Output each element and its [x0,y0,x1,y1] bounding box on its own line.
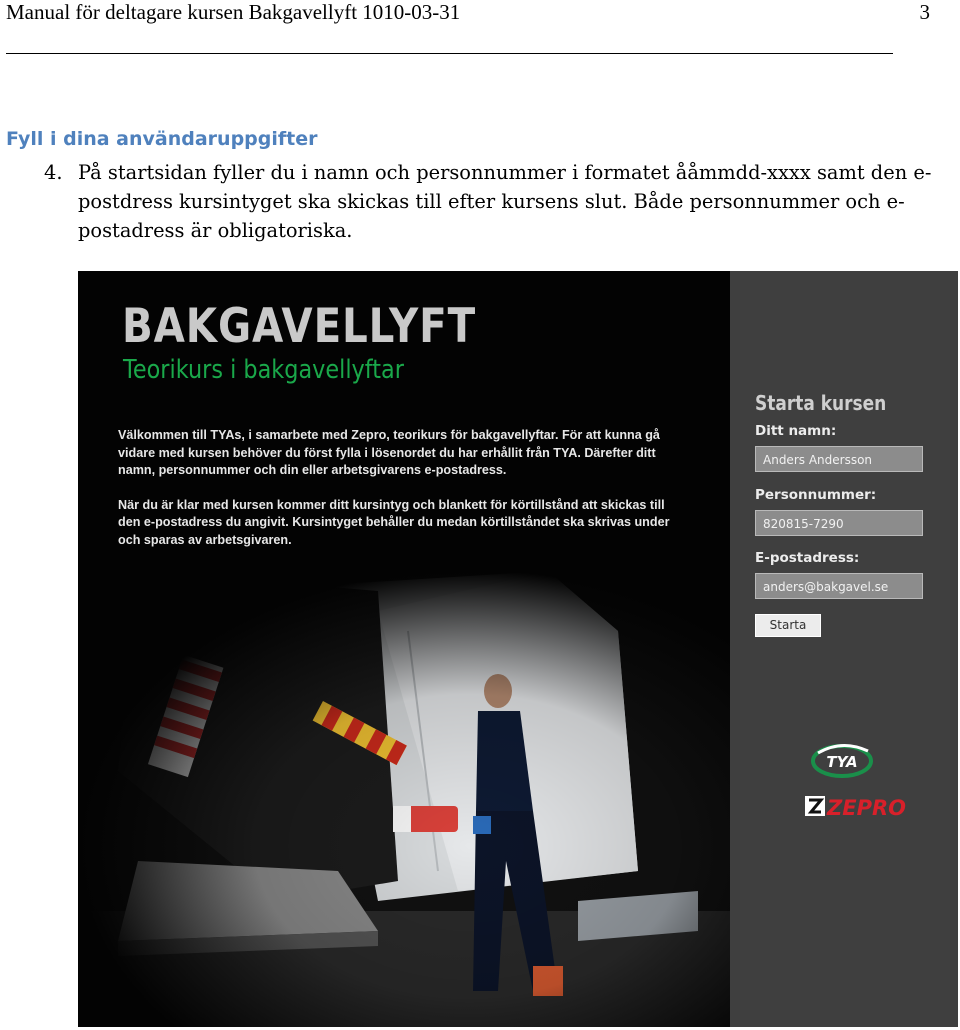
tya-logo [810,741,874,779]
start-button[interactable]: Starta [755,614,821,637]
intro-panel [78,271,730,1027]
intro-paragraph: Välkommen till TYAs, i samarbete med Zepro, teorikurs för bakgavellyftar. För att kunna gå vidare med kursen behöver du först fylla i lösenordet du har erhållit från TYA. Därefter ditt namn, personnummer och din eller arbetsgivarens e-postadress. [118,428,660,477]
intro-paragraph: När du är klar med kursen kommer ditt kursintyg och blankett för körtillstånd att skickas till den e-postadress du angivit. Kursintyget behåller du medan körtillståndet ska skrivas under och sparas av arbetsgivaren. [118,497,670,547]
section-heading: Fyll i dina användaruppgifter [6,128,318,150]
email-label: E-postadress: [755,550,860,566]
email-field[interactable]: anders@bakgavel.se [755,573,923,599]
document-header-title: Manual för deltagare kursen Bakgavellyft 1010-03-31 [6,0,461,24]
page-number: 3 [919,0,930,24]
personnummer-field[interactable]: 820815-7290 [755,510,923,536]
personnummer-label: Personnummer: [755,487,877,503]
step-number: 4. [44,161,63,184]
svg-text:ZEPRO: ZEPRO [827,796,906,820]
form-title: Starta kursen [755,391,887,415]
photo-vignette [78,551,730,1027]
name-field[interactable]: Anders Andersson [755,446,923,472]
header-rule [6,53,893,54]
site-subtitle: Teorikurs i bakgavellyftar [123,355,404,385]
start-course-form [730,271,958,1027]
intro-text [118,427,678,566]
zepro-logo [805,791,906,821]
step-text: På startsidan fyller du i namn och personnummer i formatet ååmmdd-xxxx samt den e-postdress kursintyget ska skickas till efter kursens slut. Både personnummer och e-postadress är obligatoriska. [78,161,932,242]
document-header [6,0,960,30]
site-title: BAKGAVELLYFT [122,299,477,354]
svg-text:TYA: TYA [826,753,858,771]
course-start-screenshot [78,271,958,1027]
name-label: Ditt namn: [755,423,837,439]
